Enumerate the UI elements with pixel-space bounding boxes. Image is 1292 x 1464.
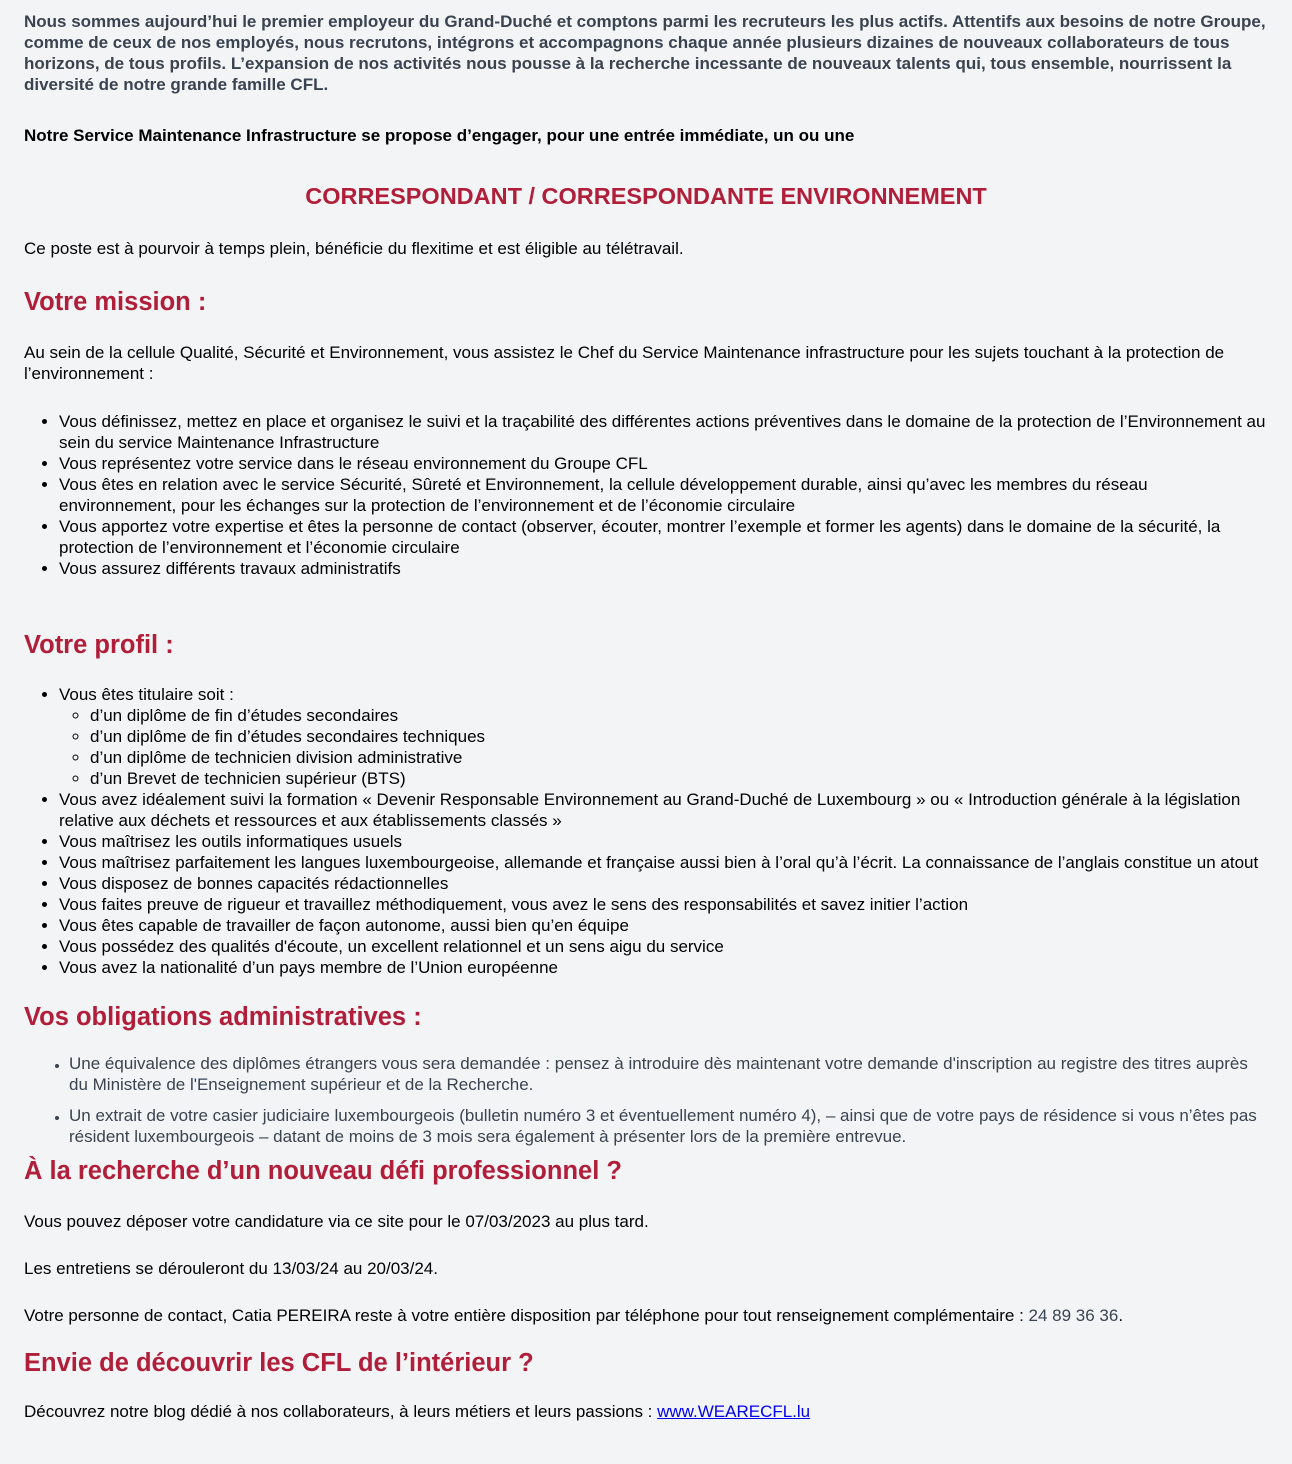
list-item: • Vous disposez de bonnes capacités rédactionnelles	[59, 873, 1268, 894]
contact-text: Votre personne de contact, Catia PEREIRA reste à votre entière disposition par téléphone pour tout renseignement complémentaire :	[24, 1306, 1029, 1325]
interviews-text: Les entretiens se dérouleront du 13/03/24 au 20/03/24.	[24, 1259, 438, 1278]
conditions-text: Ce poste est à pourvoir à temps plein, bénéficie du flexitime et est éligible au télétravail.	[24, 239, 684, 258]
obligations-title: Vos obligations administratives :	[24, 1003, 422, 1031]
list-item: • Vous apportez votre expertise et êtes la personne de contact (observer, écouter, montrer l’exemple et former les agents) dans le domaine de la sécurité, la protection de l’environnement et l’économie circulaire	[59, 516, 1268, 558]
diploma-sublist	[59, 705, 1268, 789]
challenge-title: À la recherche d’un nouveau défi professionnel ?	[24, 1157, 622, 1185]
list-item: • Vous possédez des qualités d'écoute, un excellent relationnel et un sens aigu du service	[59, 936, 1268, 957]
list-item: • Vous assurez différents travaux administratifs	[59, 558, 1268, 579]
list-item: • Vous représentez votre service dans le réseau environnement du Groupe CFL	[59, 453, 1268, 474]
intro-paragraph: Nous sommes aujourd’hui le premier employeur du Grand-Duché et comptons parmi les recruteurs les plus actifs. Attentifs aux besoins de notre Groupe, comme de ceux de nos employés, nous recrutons, intégrons et accompagnons chaque année plusieurs dizaines de nouveaux collaborateurs de tous horizons, de tous profils. L’expansion de nos activités nous pousse à la recherche incessante de nouveaux talents qui, tous ensemble, nourrissent la diversité de notre grande famille CFL.	[24, 12, 1266, 94]
contact-end: .	[1118, 1306, 1124, 1325]
discover-text: Découvrez notre blog dédié à nos collaborateurs, à leurs métiers et leurs passions :	[24, 1402, 658, 1421]
list-item: • Vous maîtrisez parfaitement les langues luxembourgeoise, allemande et française aussi bien à l’oral qu’à l’écrit. La connaissance de l’anglais constitue un atout	[59, 852, 1268, 873]
mission-intro: Au sein de la cellule Qualité, Sécurité et Environnement, vous assistez le Chef du Service Maintenance infrastructure pour les sujets touchant à la protection de l’environnement :	[24, 343, 1225, 383]
list-item: • Vous êtes capable de travailler de façon autonome, aussi bien qu’en équipe	[59, 915, 1268, 936]
sub-list-item: ◦ d’un diplôme de fin d’études secondaires techniques	[90, 726, 1268, 747]
list-item: • Vous maîtrisez les outils informatiques usuels	[59, 831, 1268, 852]
discover-paragraph	[24, 1401, 1268, 1422]
discover-title: Envie de découvrir les CFL de l’intérieur ?	[24, 1349, 534, 1377]
job-title: CORRESPONDANT / CORRESPONDANTE ENVIRONNEMENT	[305, 183, 987, 209]
profile-title: Votre profil :	[24, 631, 174, 659]
sub-list-item: ◦ d’un diplôme de technicien division administrative	[90, 747, 1268, 768]
list-item: • Vous avez la nationalité d’un pays membre de l’Union européenne	[59, 957, 1268, 978]
sub-list-item: ◦ d’un Brevet de technicien supérieur (BTS)	[90, 768, 1268, 789]
lead-sentence: Notre Service Maintenance Infrastructure se propose d’engager, pour une entrée immédiate, un ou une	[24, 126, 855, 145]
list-item	[59, 684, 1268, 789]
list-item: • Un extrait de votre casier judiciaire luxembourgeois (bulletin numéro 3 et éventuellement numéro 4), – ainsi que de votre pays de résidence si vous n’êtes pas résident luxembourgeois – datant de moins de 3 mois sera également à présenter lors de la première entrevue.	[69, 1105, 1268, 1147]
mission-list	[24, 411, 1268, 579]
mission-title: Votre mission :	[24, 288, 207, 316]
sub-list-item: ◦ d’un diplôme de fin d’études secondaires	[90, 705, 1268, 726]
list-item: • Vous êtes en relation avec le service Sécurité, Sûreté et Environnement, la cellule développement durable, ainsi qu’avec les membres du réseau environnement, pour les échanges sur la protection de l’environnement et de l’économie circulaire	[59, 474, 1268, 516]
obligations-list	[24, 1053, 1268, 1147]
list-item: • Une équivalence des diplômes étrangers vous sera demandée : pensez à introduire dès maintenant votre demande d'inscription au registre des titres auprès du Ministère de l'Enseignement supérieur et de la Recherche.	[69, 1053, 1268, 1095]
list-item: • Vous avez idéalement suivi la formation « Devenir Responsable Environnement au Grand-Duché de Luxembourg » ou « Introduction générale à la législation relative aux déchets et ressources et aux établissements classés »	[59, 789, 1268, 831]
list-item-label: Vous êtes titulaire soit :	[59, 685, 234, 704]
contact-phone: 24 89 36 36	[1028, 1306, 1119, 1325]
deadline-text: Vous pouvez déposer votre candidature via ce site pour le 07/03/2023 au plus tard.	[24, 1212, 649, 1231]
profile-list	[24, 684, 1268, 978]
contact-paragraph	[24, 1305, 1268, 1326]
list-item: • Vous définissez, mettez en place et organisez le suivi et la traçabilité des différentes actions préventives dans le domaine de la protection de l’Environnement au sein du service Maintenance Infrastructure	[59, 411, 1268, 453]
blog-link[interactable]: www.WEARECFL.lu	[657, 1402, 811, 1421]
list-item: • Vous faites preuve de rigueur et travaillez méthodiquement, vous avez le sens des responsabilités et savez initier l’action	[59, 894, 1268, 915]
